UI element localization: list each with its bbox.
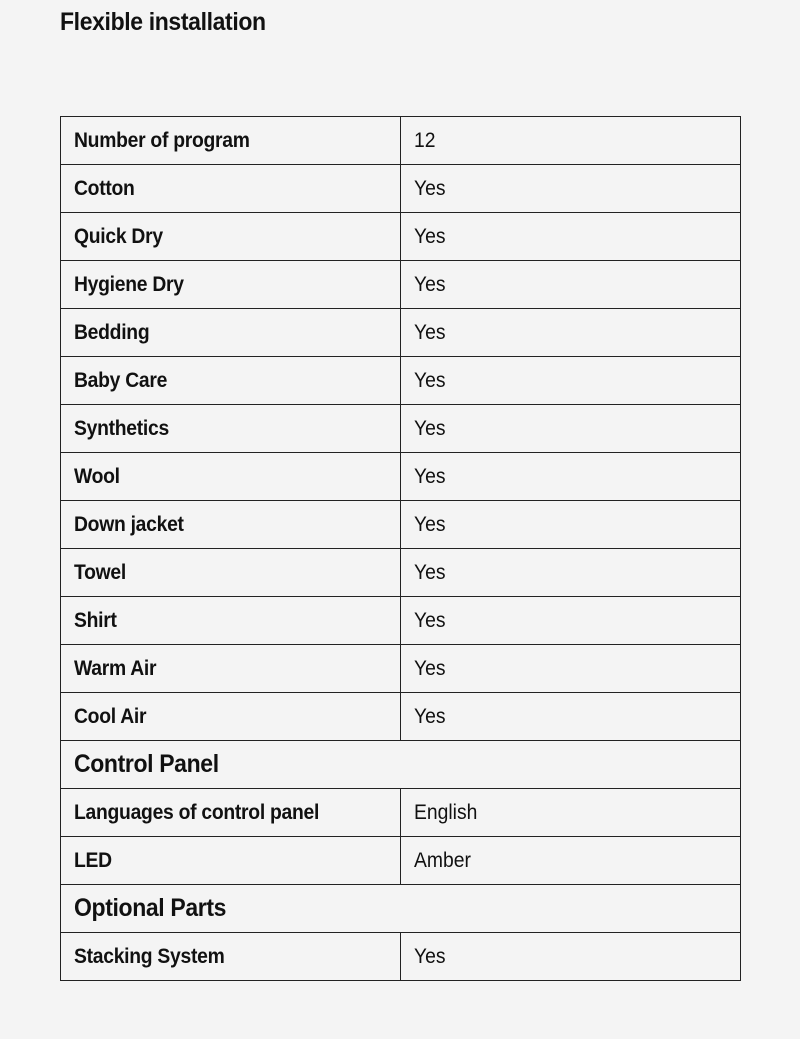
section-header-cell (61, 741, 741, 789)
table-row (61, 213, 741, 261)
value-cell (401, 453, 741, 501)
spec-label: LED (74, 848, 112, 872)
label-cell (61, 645, 401, 693)
value-cell (401, 309, 741, 357)
spec-label: Languages of control panel (74, 800, 320, 824)
value-cell (401, 549, 741, 597)
label-cell (61, 309, 401, 357)
spec-label: Bedding (74, 320, 150, 344)
spec-value: Yes (414, 416, 446, 440)
spec-value: Yes (414, 320, 446, 344)
table-row (61, 453, 741, 501)
label-cell (61, 933, 401, 981)
label-cell (61, 405, 401, 453)
spec-value: Yes (414, 560, 446, 584)
spec-label: Quick Dry (74, 224, 163, 248)
label-cell (61, 357, 401, 405)
section-header-row (61, 885, 741, 933)
label-cell (61, 549, 401, 597)
spec-label: Number of program (74, 128, 250, 152)
value-cell (401, 261, 741, 309)
table-row (61, 693, 741, 741)
table-row (61, 405, 741, 453)
spec-label: Cotton (74, 176, 135, 200)
table-row (61, 933, 741, 981)
label-cell (61, 453, 401, 501)
label-cell (61, 165, 401, 213)
value-cell (401, 645, 741, 693)
value-cell (401, 789, 741, 837)
spec-label: Hygiene Dry (74, 272, 184, 296)
value-cell (401, 213, 741, 261)
spec-label: Wool (74, 464, 120, 488)
label-cell (61, 597, 401, 645)
table-row (61, 549, 741, 597)
spec-label: Down jacket (74, 512, 184, 536)
spec-value: Yes (414, 224, 446, 248)
spec-table-body (61, 117, 741, 981)
spec-value: 12 (414, 128, 436, 152)
spec-value: Yes (414, 368, 446, 392)
value-cell (401, 405, 741, 453)
table-row (61, 501, 741, 549)
spec-label: Baby Care (74, 368, 168, 392)
spec-label: Synthetics (74, 416, 169, 440)
spec-label: Towel (74, 560, 126, 584)
label-cell (61, 117, 401, 165)
spec-value: Yes (414, 176, 446, 200)
table-row (61, 117, 741, 165)
page-heading: Flexible installation (60, 8, 266, 36)
value-cell (401, 501, 741, 549)
label-cell (61, 501, 401, 549)
table-row (61, 165, 741, 213)
spec-table (60, 116, 741, 981)
value-cell (401, 597, 741, 645)
label-cell (61, 789, 401, 837)
spec-value: Yes (414, 272, 446, 296)
section-title: Control Panel (74, 750, 219, 778)
table-row (61, 789, 741, 837)
section-header-cell (61, 885, 741, 933)
spec-value: Yes (414, 656, 446, 680)
spec-value: Yes (414, 944, 446, 968)
spec-value: Amber (414, 848, 471, 872)
value-cell (401, 165, 741, 213)
value-cell (401, 837, 741, 885)
value-cell (401, 117, 741, 165)
spec-label: Stacking System (74, 944, 225, 968)
label-cell (61, 693, 401, 741)
value-cell (401, 693, 741, 741)
table-row (61, 357, 741, 405)
section-title: Optional Parts (74, 894, 227, 922)
table-row (61, 645, 741, 693)
spec-value: Yes (414, 464, 446, 488)
spec-value: English (414, 800, 478, 824)
label-cell (61, 213, 401, 261)
value-cell (401, 357, 741, 405)
spec-label: Cool Air (74, 704, 147, 728)
table-row (61, 597, 741, 645)
label-cell (61, 837, 401, 885)
value-cell (401, 933, 741, 981)
spec-value: Yes (414, 512, 446, 536)
label-cell (61, 261, 401, 309)
spec-value: Yes (414, 608, 446, 632)
section-header-row (61, 741, 741, 789)
spec-label: Warm Air (74, 656, 157, 680)
table-row (61, 837, 741, 885)
table-row (61, 261, 741, 309)
table-row (61, 309, 741, 357)
spec-label: Shirt (74, 608, 117, 632)
spec-value: Yes (414, 704, 446, 728)
